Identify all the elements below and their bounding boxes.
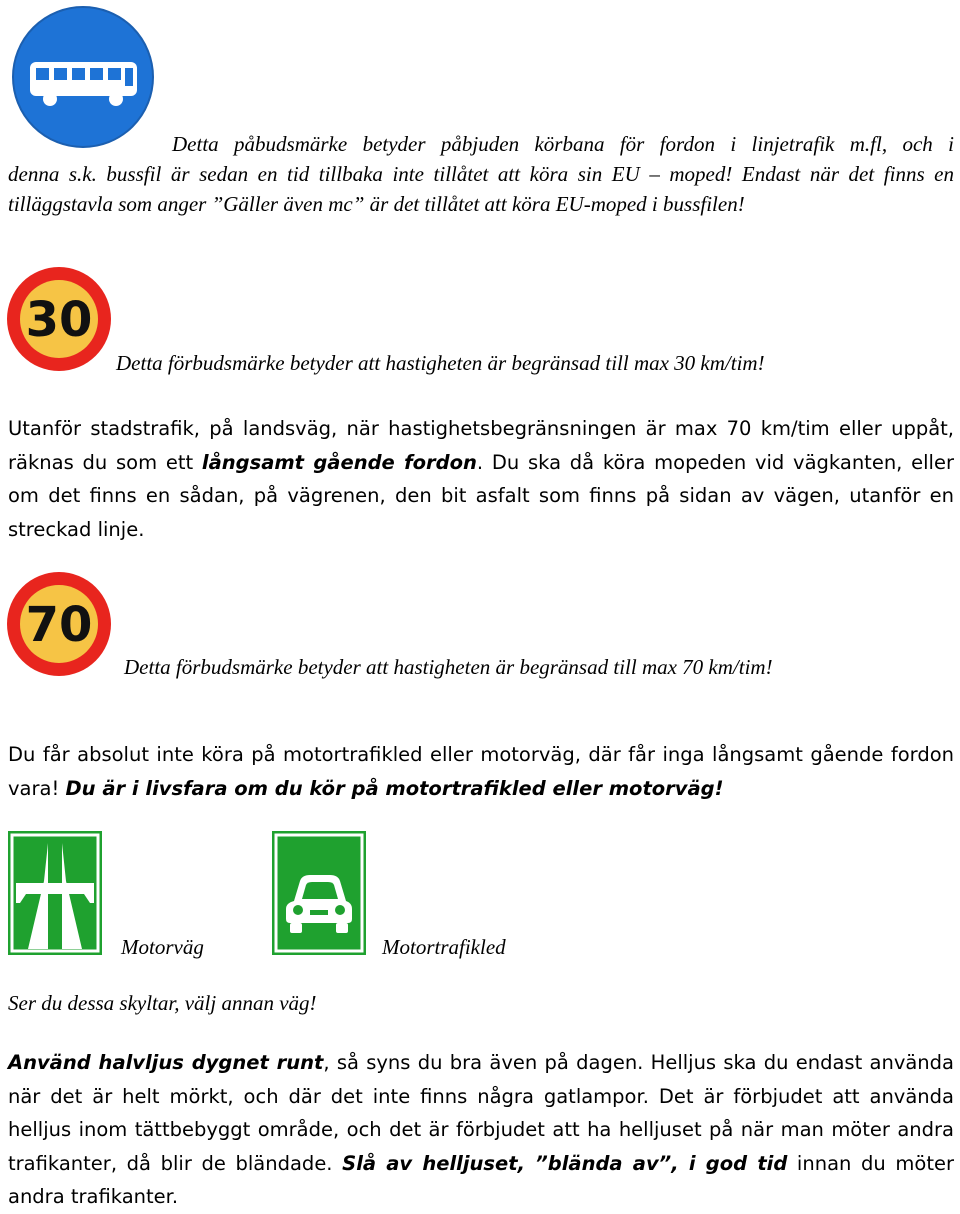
headlights-paragraph — [8, 1046, 954, 1214]
speed-30-caption: Detta förbudsmärke betyder att hastigheten är begränsad till max 30 km/tim! — [116, 351, 765, 375]
motorway-sign-icon — [8, 831, 102, 955]
speed-limit-70-number: 70 — [25, 597, 93, 653]
speed-limit-30-sign-icon — [6, 266, 112, 372]
rural-road-paragraph — [8, 412, 954, 546]
dipped-beam-emphasis: Använd halvljus dygnet runt — [8, 1051, 324, 1074]
speed-70-caption: Detta förbudsmärke betyder att hastigheten är begränsad till max 70 km/tim! — [124, 655, 773, 679]
speed-limit-70-sign-icon — [6, 571, 112, 677]
expressway-car-sign-icon — [272, 831, 366, 955]
motorway-warning-paragraph — [8, 738, 954, 805]
headlights-text-1: , så syns du bra även på dagen. Helljus ska du endast använda när det är helt mörkt, och där det inte finns några gatlampor. Det är förbjudet att använda helljus inom tättbebyggt område, och det är förbjudet att ha helljuset på när man möter andra trafikanter, då blir de bländade. — [8, 1051, 954, 1175]
slow-vehicle-emphasis: långsamt gående fordon — [201, 450, 477, 474]
rural-road-text-1: Utanför stadstrafik, på landsväg, när hastighetsbegränsningen är max 70 km/tim eller uppåt, räknas du som ett — [8, 417, 954, 474]
bus-lane-caption-line1: Detta påbudsmärke betyder påbjuden körbana för fordon i linjetrafik m.fl, och i — [172, 132, 954, 156]
danger-emphasis: Du är i livsfara om du kör på motortrafikled eller motorväg! — [65, 776, 724, 800]
headlights-text-2: innan du möter andra trafikanter. — [8, 1151, 954, 1208]
motorway-label: Motorväg — [121, 935, 204, 959]
rural-road-text-2: . Du ska då köra mopeden vid vägkanten, eller om det finns en sådan, på vägrenen, den bit asfalt som finns på sidan av vägen, utanför en streckad linje. — [8, 450, 954, 541]
motorway-warning-text: Du får absolut inte köra på motortrafikled eller motorväg, där får inga långsamt gående fordon vara! — [8, 743, 954, 800]
expressway-label: Motortrafikled — [382, 935, 506, 959]
bus-lane-sign-icon — [8, 2, 158, 152]
dim-lights-emphasis: Slå av helljuset, ”blända av”, i god tid — [342, 1151, 788, 1175]
bus-lane-caption: denna s.k. bussfil är sedan en tid tillbaka inte tillåtet att köra sin EU – moped! Endast när det finns en tilläggstavla som anger ”Gäller även mc” är det tillåtet att köra EU-moped i bussfilen! — [8, 162, 954, 216]
speed-limit-30-number: 30 — [25, 292, 93, 348]
avoid-signs-note: Ser du dessa skyltar, välj annan väg! — [8, 991, 317, 1015]
